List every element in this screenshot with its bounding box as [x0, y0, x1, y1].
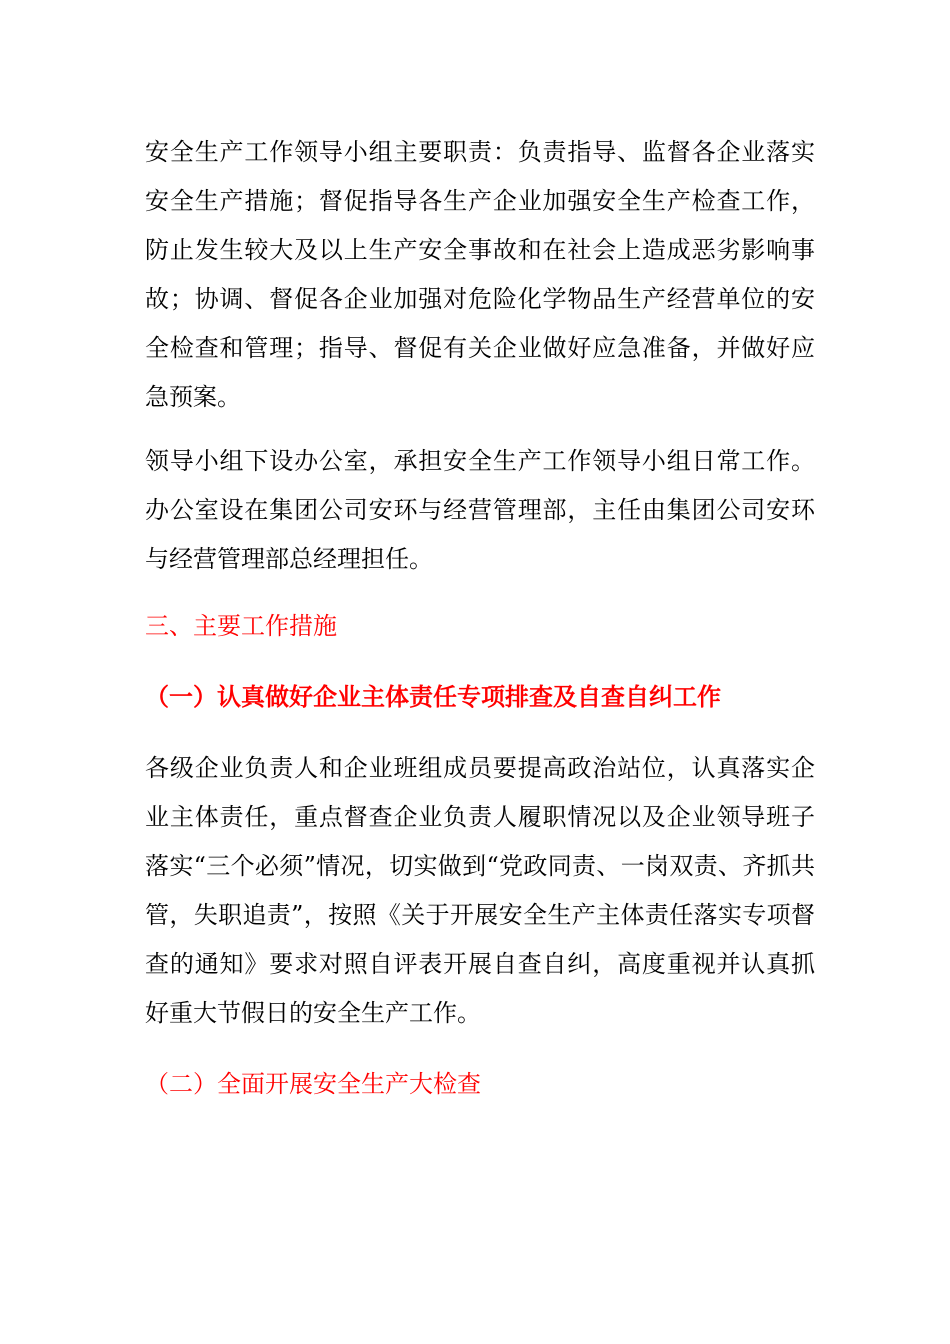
document-body	[145, 128, 815, 1109]
section-heading-main-measures: 三、主要工作措施	[145, 612, 337, 640]
paragraph-office-setup: 领导小组下设办公室，承担安全生产工作领导小组日常工作。办公室设在集团公司安环与经营管理部，主任由集团公司安环与经营管理部总经理担任。	[145, 447, 815, 573]
subheading-safety-inspection: （二）全面开展安全生产大检查	[145, 1070, 481, 1098]
subheading-responsibility-inspection: （一）认真做好企业主体责任专项排查及自查自纠工作	[145, 683, 721, 711]
paragraph-enterprise-responsibility: 各级企业负责人和企业班组成员要提高政治站位，认真落实企业主体责任，重点督查企业负责人履职情况以及企业领导班子落实“三个必须”情况，切实做到“党政同责、一岗双责、齐抓共管，失职追责”，按照《关于开展安全生产主体责任落实专项督查的通知》要求对照自评表开展自查自纠，高度重视并认真抓好重大节假日的安全生产工作。	[145, 754, 815, 1027]
paragraph-leadership-duties: 安全生产工作领导小组主要职责：负责指导、监督各企业落实安全生产措施；督促指导各生产企业加强安全生产检查工作，防止发生较大及以上生产安全事故和在社会上造成恶劣影响事故；协调、督促各企业加强对危险化学物品生产经营单位的安全检查和管理；指导、督促有关企业做好应急准备，并做好应急预案。	[145, 138, 815, 411]
